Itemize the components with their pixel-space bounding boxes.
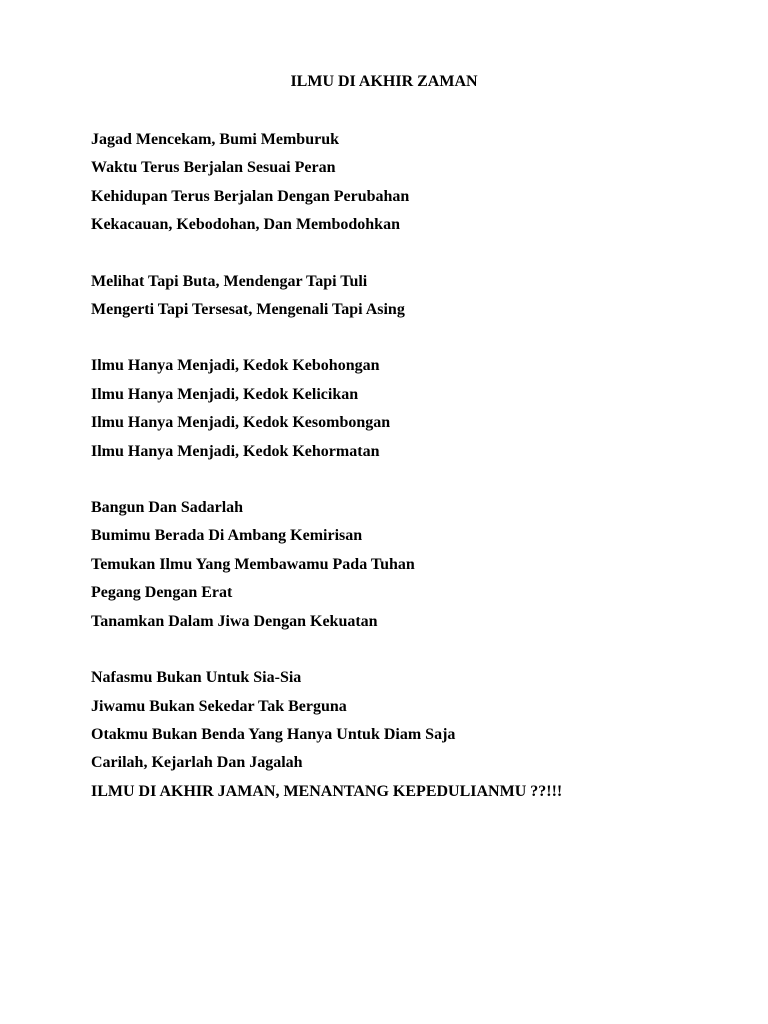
poem-line: Tanamkan Dalam Jiwa Dengan Kekuatan <box>91 612 378 630</box>
poem-line: Jagad Mencekam, Bumi Memburuk <box>91 131 339 148</box>
poem-line: Jiwamu Bukan Sekedar Tak Berguna <box>91 697 347 715</box>
poem-line: Ilmu Hanya Menjadi, Kedok Kebohongan <box>91 357 380 375</box>
poem-line: Temukan Ilmu Yang Membawamu Pada Tuhan <box>91 555 415 573</box>
poem-line: Otakmu Bukan Benda Yang Hanya Untuk Diam Saja <box>91 725 456 743</box>
poem-line: Bangun Dan Sadarlah <box>91 499 244 517</box>
poem-line: Ilmu Hanya Menjadi, Kedok Kelicikan <box>91 385 359 403</box>
poem-line: Kekacauan, Kebodohan, Dan Membodohkan <box>91 216 400 234</box>
poem-line: ILMU DI AKHIR JAMAN, MENANTANG KEPEDULIANMU ??!!! <box>91 782 563 800</box>
stanza-1 <box>91 126 562 240</box>
poem-line: Kehidupan Terus Berjalan Dengan Perubahan <box>91 187 410 205</box>
poem-line: Bumimu Berada Di Ambang Kemirisan <box>91 527 363 545</box>
stanza-4 <box>91 494 562 636</box>
stanza-5 <box>91 664 562 806</box>
poem-line: Melihat Tapi Buta, Mendengar Tapi Tuli <box>91 272 368 290</box>
stanza-3 <box>91 352 562 466</box>
poem-line: Ilmu Hanya Menjadi, Kedok Kehormatan <box>91 442 380 460</box>
poem-line: Pegang Dengan Erat <box>91 584 233 602</box>
poem-line: Ilmu Hanya Menjadi, Kedok Kesombongan <box>91 414 391 432</box>
poem-line: Mengerti Tapi Tersesat, Mengenali Tapi Asing <box>91 301 405 319</box>
poem-body <box>91 126 562 834</box>
poem-title: ILMU DI AKHIR ZAMAN <box>290 73 478 90</box>
poem-line: Carilah, Kejarlah Dan Jagalah <box>91 754 303 772</box>
stanza-2 <box>91 268 562 325</box>
poem-line: Waktu Terus Berjalan Sesuai Peran <box>91 159 336 177</box>
poem-line: Nafasmu Bukan Untuk Sia-Sia <box>91 669 302 687</box>
